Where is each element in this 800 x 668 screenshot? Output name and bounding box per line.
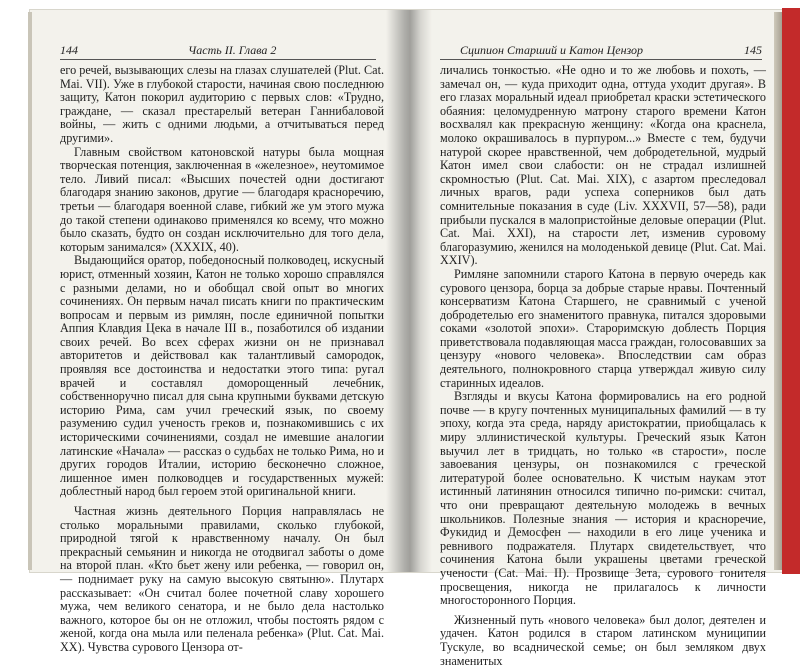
paragraph: Выдающийся оратор, победоносный полководец, искусный юрист, отменный хозяин, Катон не только хорошо справлялся с разными делами, но и обобщал свой опыт во многих сочинениях. Он первым начал писать книги по практическим вопросам и первым из римлян, после единичной попытки Аппия Клавдия Цека в начале III в., позаботился об издании своих речей. Во всех сферах жизни он не признавал авторитетов и действовал как талантливый самородок, проявляя все достоинства и недостатки этого типа: ругал врачей и составлял доморощенный лечебник, собственноручно писал для сына крупными буквами детскую историю Рима, сам учил греческий язык, по своему разумению судил ученость греков и, познакомившись с их историческими сочинениями, создал не имевшие аналогии латинские «Начала» — рассказ о судьбах не только Рима, но и других городов Италии, историю бесконечно сложное, лишенное имен полководцев и государственных мужей: доблестный народ был героем этой оригинальной книги. <box>60 253 384 499</box>
paragraph: его речей, вызывающих слезы на глазах слушателей (Plut. Cat. Mai. VII). Уже в глубокой старости, начиная свою последнюю защиту, Катон покорил аудиторию с первых слов: «Трудно, граждане, — сказал престарелый ветеран Ганнибаловой войны, — жить с одними людьми, а отчитываться перед другими». <box>60 63 384 145</box>
page-number-right: 145 <box>744 43 762 57</box>
left-page-edges <box>28 12 32 570</box>
left-page-text <box>60 64 384 655</box>
running-head-left: Часть II. Глава 2 <box>188 43 277 57</box>
paragraph: Главным свойством катоновской натуры была мощная творческая потенция, заключенная в «железное», неутомимое тело. Ливий писал: «Высших почестей одни достигают благодаря знанию законов, другие — благодаря красноречию, третьи — благодаря военной славе, гибкий же ум этого мужа до такой степени одинаково применялся ко всему, что можно было сказать, будто он создан исключительно для того дела, которым занимался» (XXXIX, 40). <box>60 144 384 254</box>
book-spine-shadow <box>386 10 432 572</box>
open-book <box>30 10 782 668</box>
right-page-header <box>440 43 762 60</box>
running-head-right: Сципион Старший и Катон Цензор <box>460 43 644 57</box>
paragraph: Римляне запомнили старого Катона в первую очередь как сурового цензора, борца за добрые старые нравы. Почтенный консерватизм Катона Старшего, не сравнимый с ученой добродетелью его знаменитого правнука, питался здоровыми соками «золотой эпохи». Староримскую доблесть Порция приветствовала подавляющая масса граждан, голосовавших за цензуру «нового человека». Впоследствии сам образ деятельного, полнокровного старца утверждал живую силу старинных идеалов. <box>440 266 766 390</box>
paragraph: Частная жизнь деятельного Порция направлялась не столько моральными правилами, сколько глубокой, природной тягой к нравственному началу. Он был прекрасный семьянин и никогда не отодвигал заботы о доме на второй план. «Кто бьет жену или ребенка, — говорил он, — поднимает руку на самую высокую святыню». Плутарх рассказывает: «Он считал более почетной славу хорошего мужа, чем великого сенатора, и не было дела настолько важного, которое бы он не отложил, чтобы постоять рядом с женой, когда она мыла или пеленала ребенка» (Plut. Cat. Mai. XX). Чувства сурового Цензора от- <box>60 504 384 654</box>
book-cover-edge <box>782 8 800 574</box>
left-page-header <box>60 43 376 60</box>
paragraph: Взгляды и вкусы Катона формировались на его родной почве — в кругу почтенных муниципальных фамилий — в ту эпоху, когда эта среда, наряду аристократии, приобщалась к миру эллинистической культуры. Греческий язык Катон выучил лет в тридцать, но только «в старости», после завоевания цензуры, он познакомился с греческой литературой более основательно. К чистым наукам этот истинный латинянин относился типично по-римски: считал, что они превращают деятельную молодежь в вечных школьников. Полезные знания — история и красноречие, Фукидид и Демосфен — находили в его лице ученика и ревнивого подражателя. Плутарх свидетельствует, что сочинения Катона были украшены цветами греческой учености (Cat. Mai. II). Прозвище Зета, сурового гонителя просвещения, никогда не прилагалось к личности многосторонного Порция. <box>440 389 766 608</box>
page-number-left: 144 <box>60 43 78 57</box>
right-page-text <box>440 64 766 668</box>
right-page <box>432 10 772 668</box>
left-page <box>36 10 386 654</box>
paragraph: личались тонкостью. «Не одно и то же любовь и похоть, — замечал он, — куда приходит одна, оттуда уходит другая». В его глазах моральный идеал приобретал краски эстетического обаяния: целомудренную матрону старого времени Катон восхвалял как прекрасную женщину: «Когда она краснела, молоко окрашивалось в пурпуром...» Вместе с тем, будучи натурой скорее нравственной, чем добродетельной, мудрый Катон имел свои слабости: он не страдал излишней скромностью (Plut. Cat. Mai. XIX), с азартом преследовал личных врагов, ради успеха соперников был дать сомнительные показания в суде (Liv. XXXVII, 57—58), ради прибыли пускался в малопристойные деловые операции (Plut. Cat. Mai. XXI), на старости лет, изменив суровому благоразумию, женился на молоденькой девице (Plut. Cat. Mai. XXIV). <box>440 63 766 268</box>
paragraph: Жизненный путь «нового человека» был долог, деятелен и удачен. Катон родился в старом латинском муниципии Тускуле, во всаднической семье; он был земляком двух знаменитых <box>440 612 766 668</box>
